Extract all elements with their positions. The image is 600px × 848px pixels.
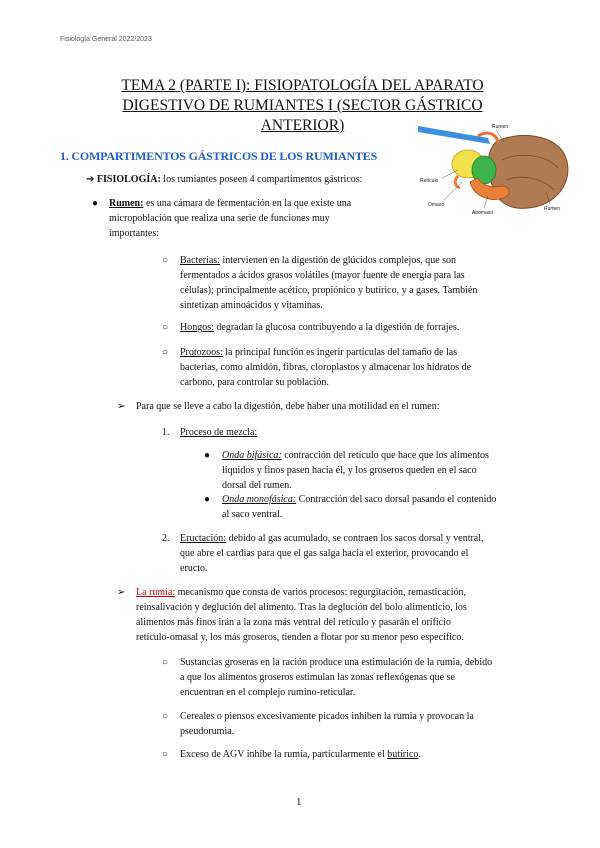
bifasica-text-3: dorsal del rumen.	[222, 480, 292, 491]
rumia-text-4: retículo-omasal y, los más groseros, tienden a flotar por su menor peso específico.	[136, 632, 464, 643]
eructacion-label: Eructación:	[180, 533, 227, 544]
hongos-text: degradan la glucosa contribuyendo a la digestión de forrajes.	[213, 322, 460, 333]
protozoos-bullet-icon: ○	[162, 347, 169, 358]
mezcla-number: 1.	[162, 427, 170, 438]
bacterias-text-2: fermentados a ácidos grasos volátiles (mayor fuente de energía para las	[180, 270, 465, 281]
rumen-block	[109, 196, 409, 241]
digestion-intro: Para que se lleve a cabo la digestión, debe haber una motilidad en el rumen:	[136, 401, 440, 412]
hongos-block	[180, 320, 525, 335]
rumia-bullet-icon: ➢	[117, 587, 126, 598]
rumia-item-c-underlined: butírico	[387, 749, 419, 760]
bacterias-bullet-icon: ○	[162, 255, 169, 266]
figure-label-abomaso: Abomaso	[472, 210, 494, 215]
protozoos-text-2: bacterias, como almidón, fibras, cloroplastos y almacenar los hidratos de	[180, 362, 472, 373]
page-header: Fisiología General 2022/2023	[60, 36, 152, 43]
bacterias-label: Bacterias:	[180, 255, 220, 266]
figure-label-rumen-2: Rumen	[544, 206, 561, 212]
rumia-item-b-text-2: pseudorumia.	[180, 726, 235, 737]
protozoos-block	[180, 345, 525, 390]
rumia-item-c-bullet-icon: ○	[162, 749, 169, 760]
protozoos-text-1: la principal función es ingerir partículas del tamaño de las	[222, 347, 458, 358]
page-number: 1	[296, 796, 302, 808]
rumia-item-b-bullet-icon: ○	[162, 711, 169, 722]
rumen-bullet-icon: ●	[92, 198, 99, 209]
triangle-bullet-icon: ➢	[117, 401, 126, 412]
rumia-text-3: alimentos más finos irán a la zona más ventral del retículo y pasarán el orificio	[136, 617, 451, 628]
protozoos-text-3: carbono, para controlar su población.	[180, 377, 329, 388]
eructacion-text-2: que abre el cardias para que el gas salga hacia el exterior, provocando el	[180, 548, 469, 559]
fisiologia-line	[86, 172, 362, 187]
monofasica-label: Onda monofásica:	[222, 494, 297, 505]
rumia-item-a-text-3: encuentran en el complejo rumino-reticular.	[180, 687, 356, 698]
section-number: 1.	[60, 149, 69, 163]
rumia-text-2: reinsalivación y deglución del alimento. Tras la deglución del bolo alimenticio, los	[136, 602, 467, 613]
bifasica-label: Onda bifásica:	[222, 450, 282, 461]
bifasica-text-2: líquidos y finos pasen hacia él, y los groseros queden en el saco	[222, 465, 477, 476]
title-line-3: ANTERIOR)	[260, 117, 345, 134]
ruminant-stomach-figure	[418, 120, 578, 215]
eructacion-text-3: eructo.	[180, 563, 208, 574]
eructacion-number: 2.	[162, 533, 170, 544]
rumia-item-c-text: Exceso de AGV inhibe la rumia, particularmente el	[180, 749, 388, 760]
rumia-item-a-text-1: Sustancias groseras en la ración produce una estimulación de la rumia, debido	[180, 657, 493, 668]
rumia-item-b-text-1: Cereales o piensos excesivamente picados inhiben la rumia y provocan la	[180, 711, 474, 722]
figure-label-omaso: Omaso	[428, 202, 445, 208]
bifasica-block	[222, 448, 532, 493]
section-heading	[60, 149, 377, 164]
rumia-item-c-end: .	[418, 749, 421, 760]
bacterias-text-4: sintetizan aminoácidos y vitaminas.	[180, 300, 323, 311]
rumia-label: La rumia:	[136, 587, 176, 598]
bifasica-bullet-icon: ●	[204, 450, 211, 461]
section-label: COMPARTIMENTOS GÁSTRICOS DE LOS RUMIANTES	[71, 149, 378, 163]
fisiologia-label: FISIOLOGÍA:	[96, 174, 161, 185]
title-line-2: DIGESTIVO DE RUMIANTES I (SECTOR GÁSTRICO	[122, 97, 483, 114]
protozoos-label: Protozoos:	[180, 347, 223, 358]
rumia-item-a	[180, 655, 545, 700]
rumia-block	[136, 585, 546, 645]
figure-label-rumen: Rumen	[492, 124, 509, 130]
monofasica-text-1: Contracción del saco dorsal pasando el contenido	[296, 494, 497, 505]
rumia-item-a-text-2: a que los alimentos groseros estimulan las zonas reflexógenas que se	[180, 672, 455, 683]
hongos-bullet-icon: ○	[162, 322, 169, 333]
eructacion-text-1: debido al gas acumulado, se contraen los sacos dorsal y ventral,	[226, 533, 484, 544]
title-line-1: TEMA 2 (PARTE I): FISIOPATOLOGÍA DEL APARATO	[121, 77, 484, 94]
figure-label-reticulo: Retículo	[420, 178, 439, 184]
rumia-item-b	[180, 709, 545, 739]
bacterias-text-3: células); principalmente acético, propiónico y butírico, y a gases. También	[180, 285, 478, 296]
bacterias-block	[180, 253, 525, 313]
bifasica-text-1: contracción del retículo que hace que los alimentos	[281, 450, 489, 461]
fisiologia-text: los rumiantes poseen 4 compartimentos gástricos:	[160, 174, 363, 185]
rumen-text-3: importantes:	[109, 228, 159, 239]
eructacion-block	[180, 531, 525, 576]
rumen-text-2: micropoblación que realiza una serie de funciones muy	[109, 213, 330, 224]
monofasica-bullet-icon: ●	[204, 494, 211, 505]
monofasica-block	[222, 492, 532, 522]
hongos-label: Hongos:	[180, 322, 214, 333]
mezcla-label: Proceso de mezcla:	[180, 427, 258, 438]
rumia-item-a-bullet-icon: ○	[162, 657, 169, 668]
monofasica-text-2: al saco ventral.	[222, 509, 283, 520]
arrow-icon: ➔	[86, 174, 95, 185]
rumia-text-1: mecanismo que consta de varios procesos: regurgitación, remasticación,	[175, 587, 466, 598]
rumia-item-c	[180, 747, 545, 762]
rumen-label: Rumen:	[109, 198, 144, 209]
rumen-text-1: es una cámara de fermentación en la que existe una	[143, 198, 352, 209]
bacterias-text-1: intervienen en la digestión de glúcidos complejos, que son	[219, 255, 457, 266]
